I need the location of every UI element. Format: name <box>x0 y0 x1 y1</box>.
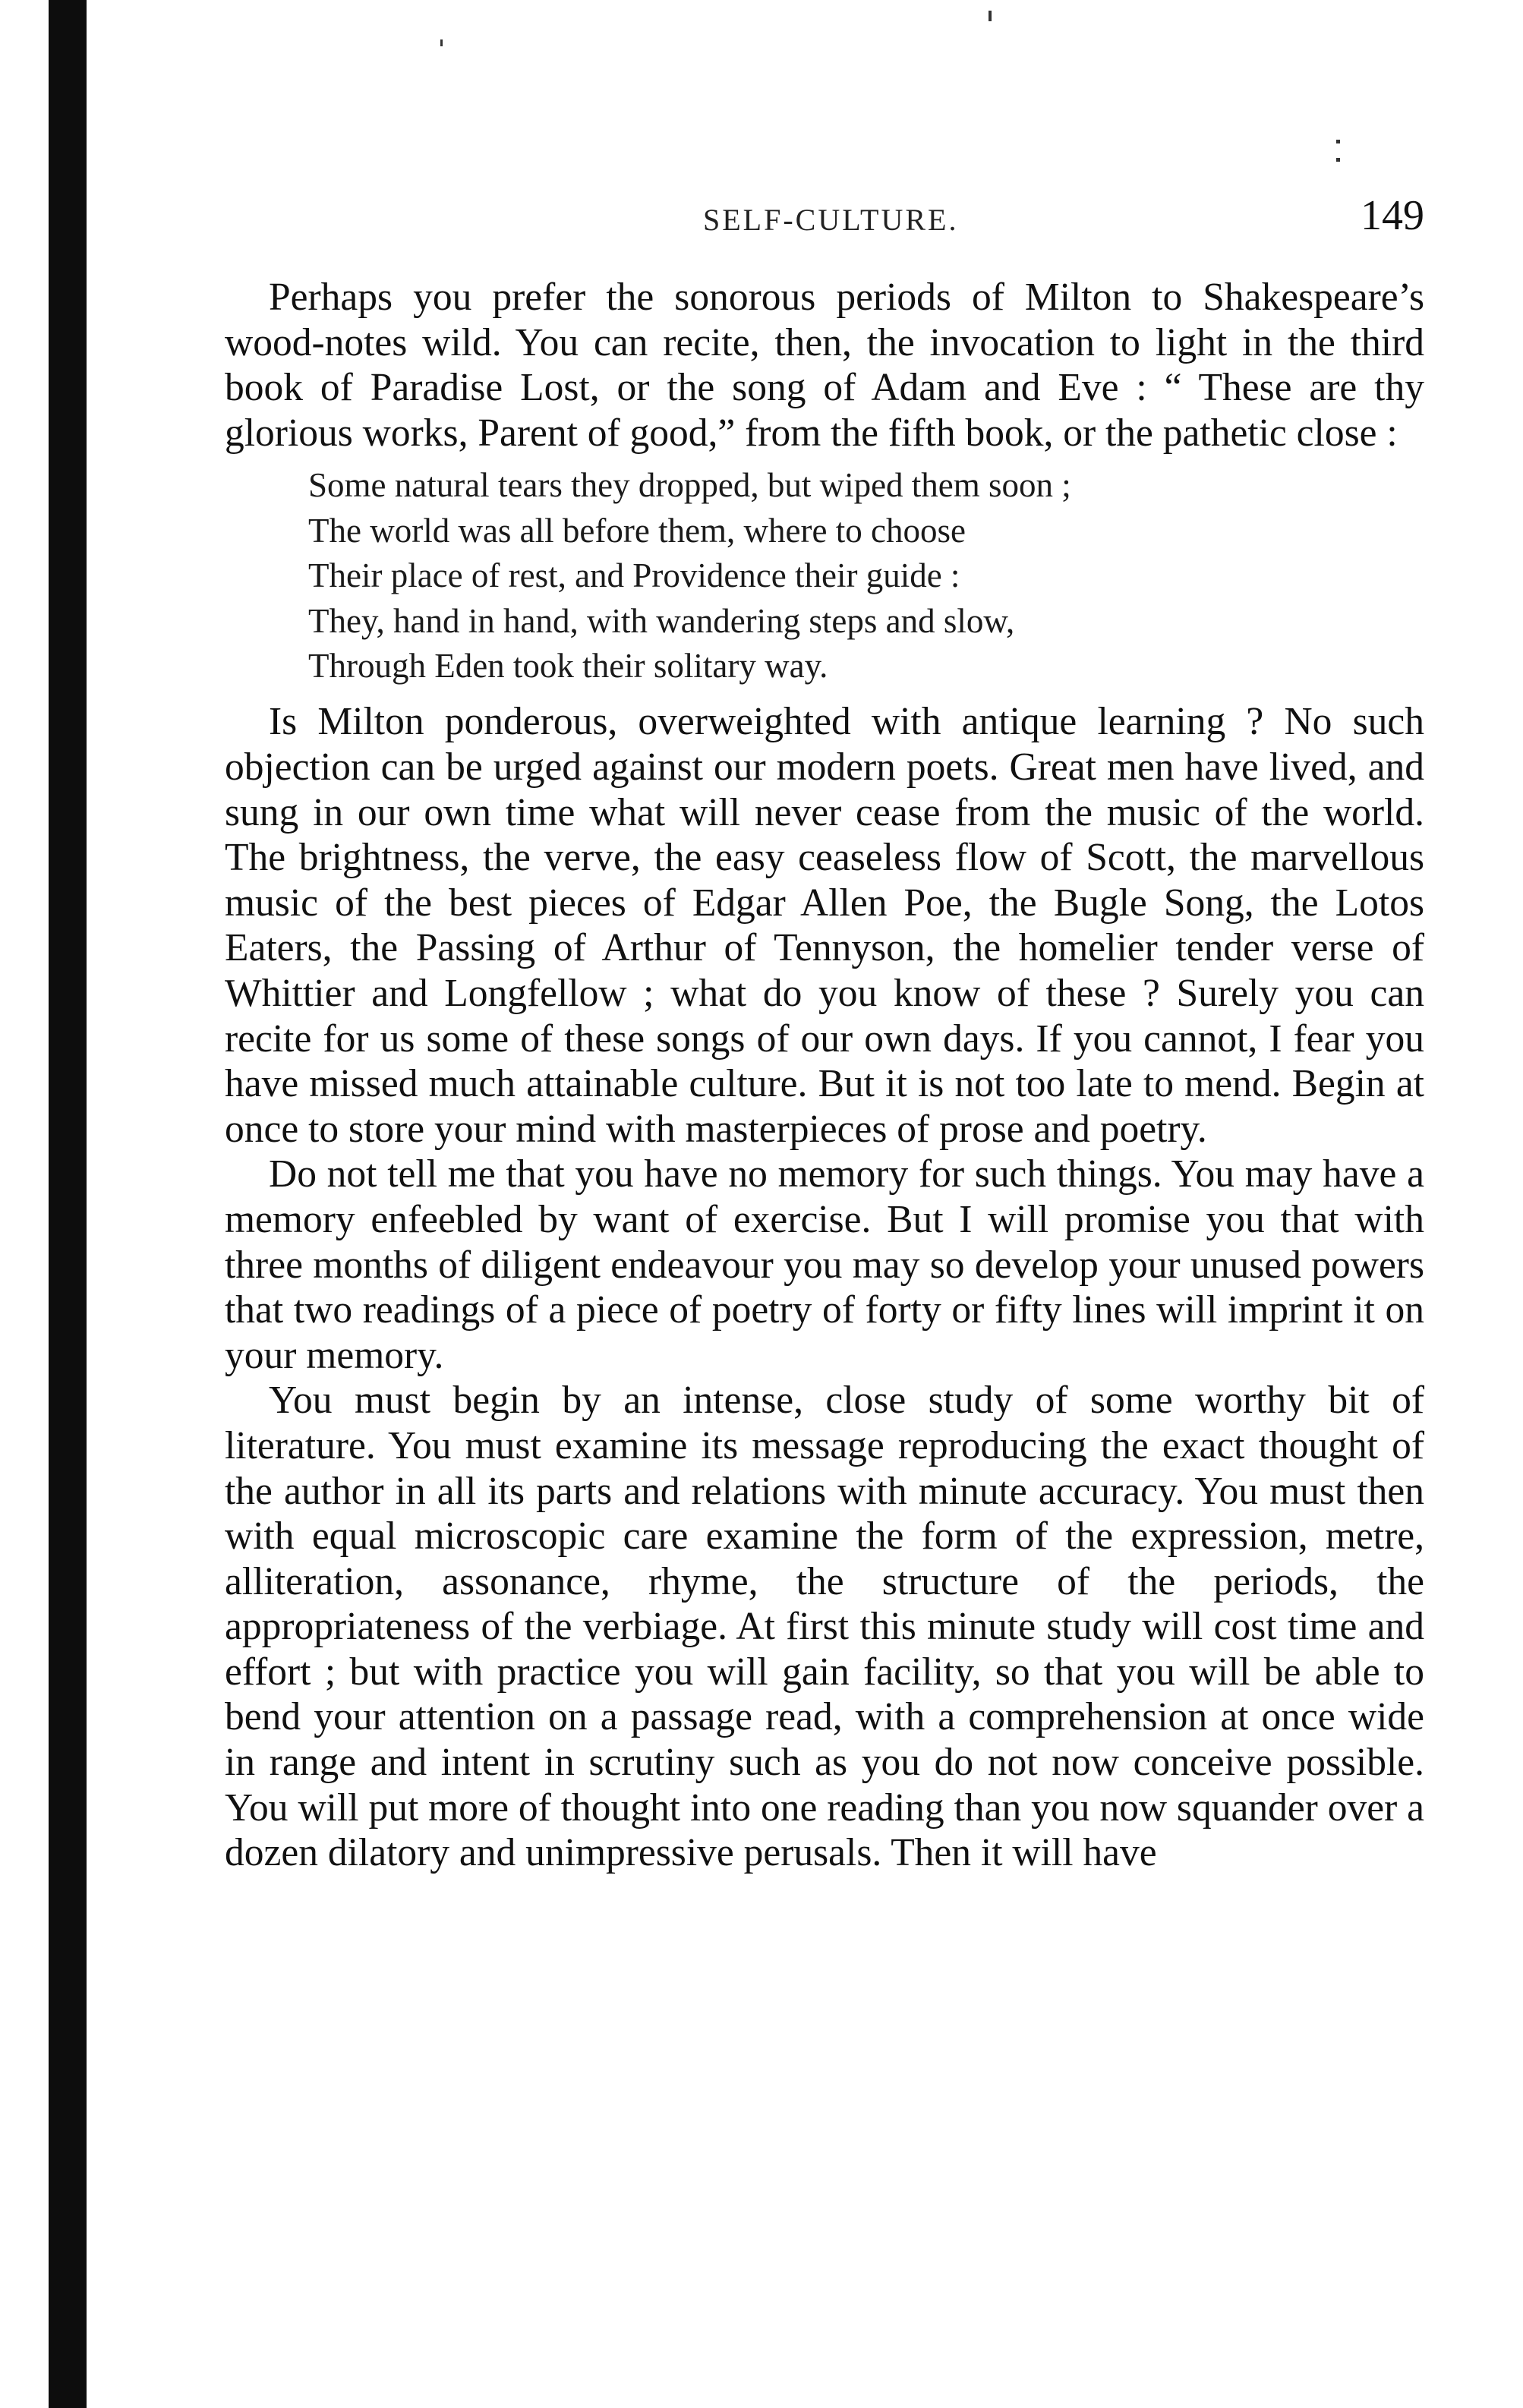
verse-line: The world was all before them, where to choose <box>308 511 966 550</box>
verse-line: Through Eden took their solitary way. <box>308 647 828 685</box>
verse-line: Their place of rest, and Providence their guide : <box>308 556 960 595</box>
book-binding-edge <box>49 0 87 2408</box>
verse-line: They, hand in hand, with wandering steps and slow, <box>308 601 1015 640</box>
scan-speck <box>440 39 443 46</box>
paragraph: Perhaps you prefer the sonorous periods of Milton to Shakespeare’s wood-notes wild. You can recite, then, the invocation to light in the third book of Paradise Lost, or the song of Adam and Eve : “ These are thy glorious works, Parent of good,” from the fifth book, or the pathetic close : <box>225 276 1424 455</box>
body-text <box>225 275 1424 1876</box>
paragraph: You must begin by an intense, close study of some worthy bit of literature. You must examine its message reproducing the exact thought of the author in all its parts and relations with minute accuracy. You must then with equal microscopic care examine the form of the expression, metre, alliteration, assonance, rhyme, the structure of the periods, the appropriateness of the verbiage. At first this minute study will cost time and effort ; but with practice you will gain facility, so that you will be able to bend your attention on a passage read, with a comprehension at once wide in range and intent in scrutiny such as you do not now conceive possible. You will put more of thought into one reading than you now squander over a dozen dilatory and unimpressive perusals. Then it will have <box>225 1379 1424 1875</box>
scan-speck <box>989 11 992 21</box>
page-number: 149 <box>1361 192 1424 239</box>
paragraph: Do not tell me that you have no memory for such things. You may have a memory enfeebled by want of exercise. But I will promise you that with three months of diligent endeavour you may so develop your unused powers that two readings of a piece of poetry of forty or fifty lines will imprint it on your memory. <box>225 1152 1424 1377</box>
scan-speck <box>1336 158 1340 162</box>
page-header <box>225 191 1424 244</box>
verse-quotation <box>308 463 1424 689</box>
verse-line: Some natural tears they dropped, but wiped them soon ; <box>308 466 1071 505</box>
paragraph: Is Milton ponderous, overweighted with antique learning ? No such objection can be urged against our modern poets. Great men have lived, and sung in our own time what will never cease from the music of the world. The brightness, the verve, the easy ceaseless flow of Scott, the marvellous music of the best pieces of Edgar Allen Poe, the Bugle Song, the Lotos Eaters, the Passing of Arthur of Tennyson, the homelier tender verse of Whittier and Longfellow ; what do you know of these ? Surely you can recite for us some of these songs of our own days. If you cannot, I fear you have missed much attainable culture. But it is not too late to mend. Begin at once to store your mind with masterpieces of prose and poetry. <box>225 700 1424 1151</box>
running-head: SELF-CULTURE. <box>703 203 959 237</box>
scan-speck <box>1336 140 1340 143</box>
